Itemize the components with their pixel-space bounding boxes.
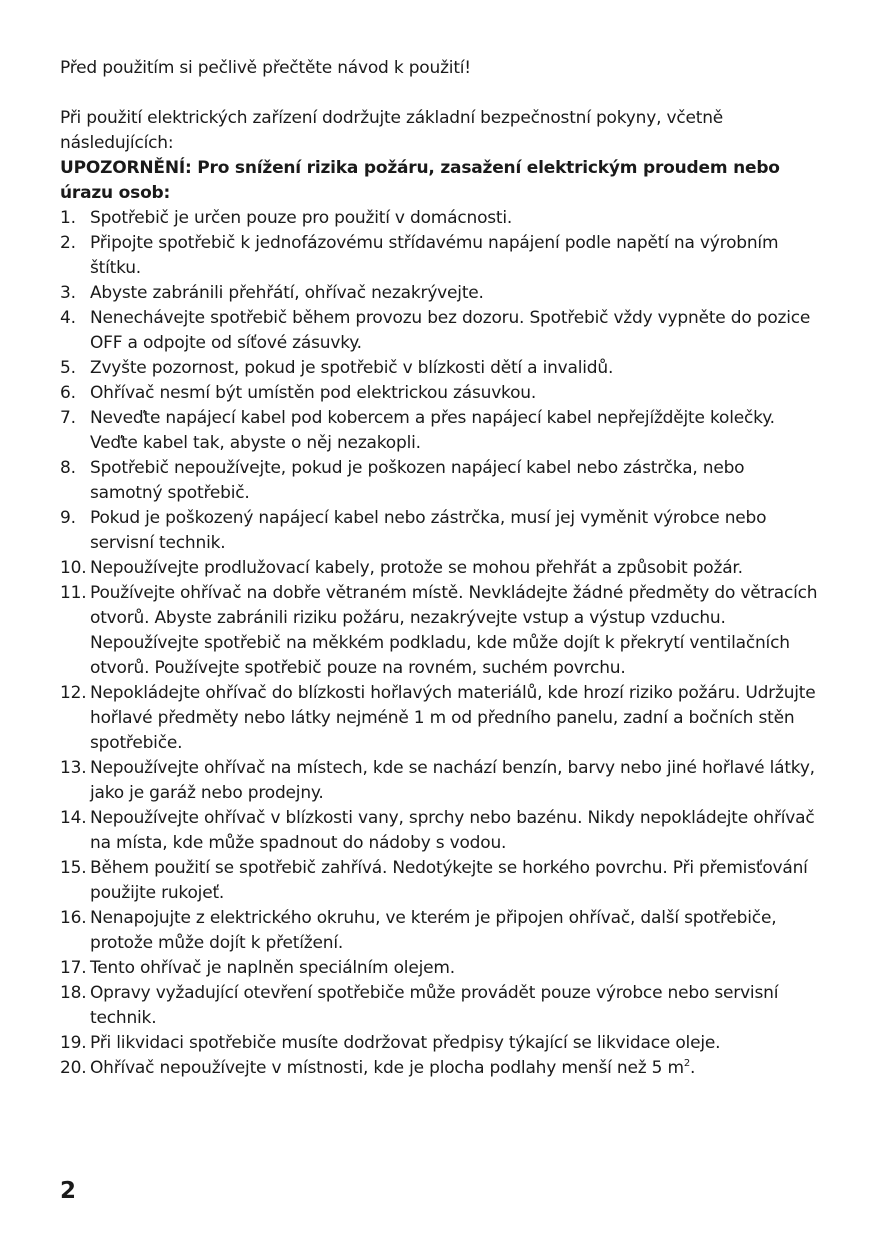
- manual-page: [60, 56, 820, 1081]
- intro-text: Před použitím si pečlivě přečtěte návod k použití!: [60, 58, 471, 78]
- list-item: [60, 281, 820, 306]
- list-item-number: 15.: [60, 858, 87, 878]
- list-item-text: Tento ohřívač je naplněn speciálním olejem.: [90, 958, 455, 978]
- list-item-number: 19.: [60, 1033, 87, 1053]
- list-item-text: Při likvidaci spotřebiče musíte dodržovat předpisy týkající se likvidace oleje.: [90, 1033, 721, 1053]
- list-item-number: 3.: [60, 283, 76, 303]
- list-item-text: Pokud je poškozený napájecí kabel nebo zástrčka, musí jej vyměnit výrobce nebo servisní technik.: [90, 508, 767, 553]
- list-item-number: 2.: [60, 233, 76, 253]
- list-item: [60, 456, 820, 506]
- list-item: [60, 506, 820, 556]
- list-item-number: 20.: [60, 1058, 87, 1078]
- list-item-text: Abyste zabránili přehřátí, ohřívač nezakrývejte.: [90, 283, 484, 303]
- list-item-text: Ohřívač nepoužívejte v místnosti, kde je plocha podlahy menší než 5 m: [90, 1058, 684, 1078]
- list-item-text: Nepoužívejte ohřívač v blízkosti vany, sprchy nebo bazénu. Nikdy nepokládejte ohřívač na místa, kde může spadnout do nádoby s vodou.: [90, 808, 815, 853]
- warning-heading: UPOZORNĚNÍ: Pro snížení rizika požáru, zasažení elektrickým proudem nebo úrazu osob:: [60, 158, 780, 203]
- safety-instructions-list: [60, 206, 820, 1081]
- page-number: 2: [60, 1178, 77, 1204]
- list-item: [60, 981, 820, 1031]
- list-item-number: 5.: [60, 358, 76, 378]
- list-item-text: Nepoužívejte ohřívač na místech, kde se nachází benzín, barvy nebo jiné hořlavé látky, jako je garáž nebo prodejny.: [90, 758, 815, 803]
- list-item: [60, 956, 820, 981]
- list-item-number: 17.: [60, 958, 87, 978]
- list-item-number: 8.: [60, 458, 76, 478]
- list-item-number: 9.: [60, 508, 76, 528]
- list-item: [60, 906, 820, 956]
- list-item: [60, 681, 820, 756]
- list-item-text: Spotřebič nepoužívejte, pokud je poškozen napájecí kabel nebo zástrčka, nebo samotný spotřebič.: [90, 458, 745, 503]
- list-item-text: Nepoužívejte prodlužovací kabely, protože se mohou přehřát a způsobit požár.: [90, 558, 743, 578]
- list-item: [60, 206, 820, 231]
- list-item-number: 7.: [60, 408, 76, 428]
- list-item: [60, 806, 820, 856]
- list-item: [60, 1031, 820, 1056]
- list-item-text: Během použití se spotřebič zahřívá. Nedotýkejte se horkého povrchu. Při přemisťování použijte rukojeť.: [90, 858, 808, 903]
- list-item-number: 18.: [60, 983, 87, 1003]
- list-item-text: Ohřívač nesmí být umístěn pod elektrickou zásuvkou.: [90, 383, 537, 403]
- list-item-number: 12.: [60, 683, 87, 703]
- lead-text: Při použití elektrických zařízení dodržujte základní bezpečnostní pokyny, včetně následujících:: [60, 108, 724, 153]
- list-item-number: 6.: [60, 383, 76, 403]
- list-item-number: 1.: [60, 208, 76, 228]
- list-item-text: Neveďte napájecí kabel pod kobercem a přes napájecí kabel nepřejíždějte kolečky. Veďte kabel tak, abyste o něj nezakopli.: [90, 408, 775, 453]
- list-item-tail: .: [690, 1058, 696, 1078]
- list-item: [60, 856, 820, 906]
- list-item-number: 4.: [60, 308, 76, 328]
- list-item-text: Spotřebič je určen pouze pro použití v domácnosti.: [90, 208, 513, 228]
- list-item: [60, 556, 820, 581]
- list-item-text: Nepokládejte ohřívač do blízkosti hořlavých materiálů, kde hrozí riziko požáru. Udržujte hořlavé předměty nebo látky nejméně 1 m od předního panelu, zadní a bočních stěn spotřebiče.: [90, 683, 816, 753]
- list-item: [60, 381, 820, 406]
- list-item-number: 13.: [60, 758, 87, 778]
- list-item-text: Zvyšte pozornost, pokud je spotřebič v blízkosti dětí a invalidů.: [90, 358, 614, 378]
- list-item-number: 10.: [60, 558, 87, 578]
- list-item: [60, 1056, 820, 1081]
- superscript: 2: [683, 1058, 691, 1069]
- list-item-text: Opravy vyžadující otevření spotřebiče může provádět pouze výrobce nebo servisní technik.: [90, 983, 779, 1028]
- list-item: [60, 231, 820, 281]
- list-item: [60, 756, 820, 806]
- list-item-number: 14.: [60, 808, 87, 828]
- list-item: [60, 306, 820, 356]
- list-item: [60, 356, 820, 381]
- list-item-text: Připojte spotřebič k jednofázovému střídavému napájení podle napětí na výrobním štítku.: [90, 233, 779, 278]
- list-item: [60, 581, 820, 681]
- list-item-text: Používejte ohřívač na dobře větraném místě. Nevkládejte žádné předměty do větracích otvorů. Abyste zabránili riziku požáru, nezakrývejte vstup a výstup vzduchu. Nepoužívejte spotřebič na měkkém podkladu, kde může dojít k překrytí ventilačních otvorů. Používejte spotřebič pouze na rovném, suchém povrchu.: [90, 583, 818, 678]
- list-item-text: Nenechávejte spotřebič během provozu bez dozoru. Spotřebič vždy vypněte do pozice OFF a odpojte od síťové zásuvky.: [90, 308, 811, 353]
- list-item: [60, 406, 820, 456]
- list-item-text: Nenapojujte z elektrického okruhu, ve kterém je připojen ohřívač, další spotřebiče, protože může dojít k přetížení.: [90, 908, 777, 953]
- list-item-number: 11.: [60, 583, 87, 603]
- list-item-number: 16.: [60, 908, 87, 928]
